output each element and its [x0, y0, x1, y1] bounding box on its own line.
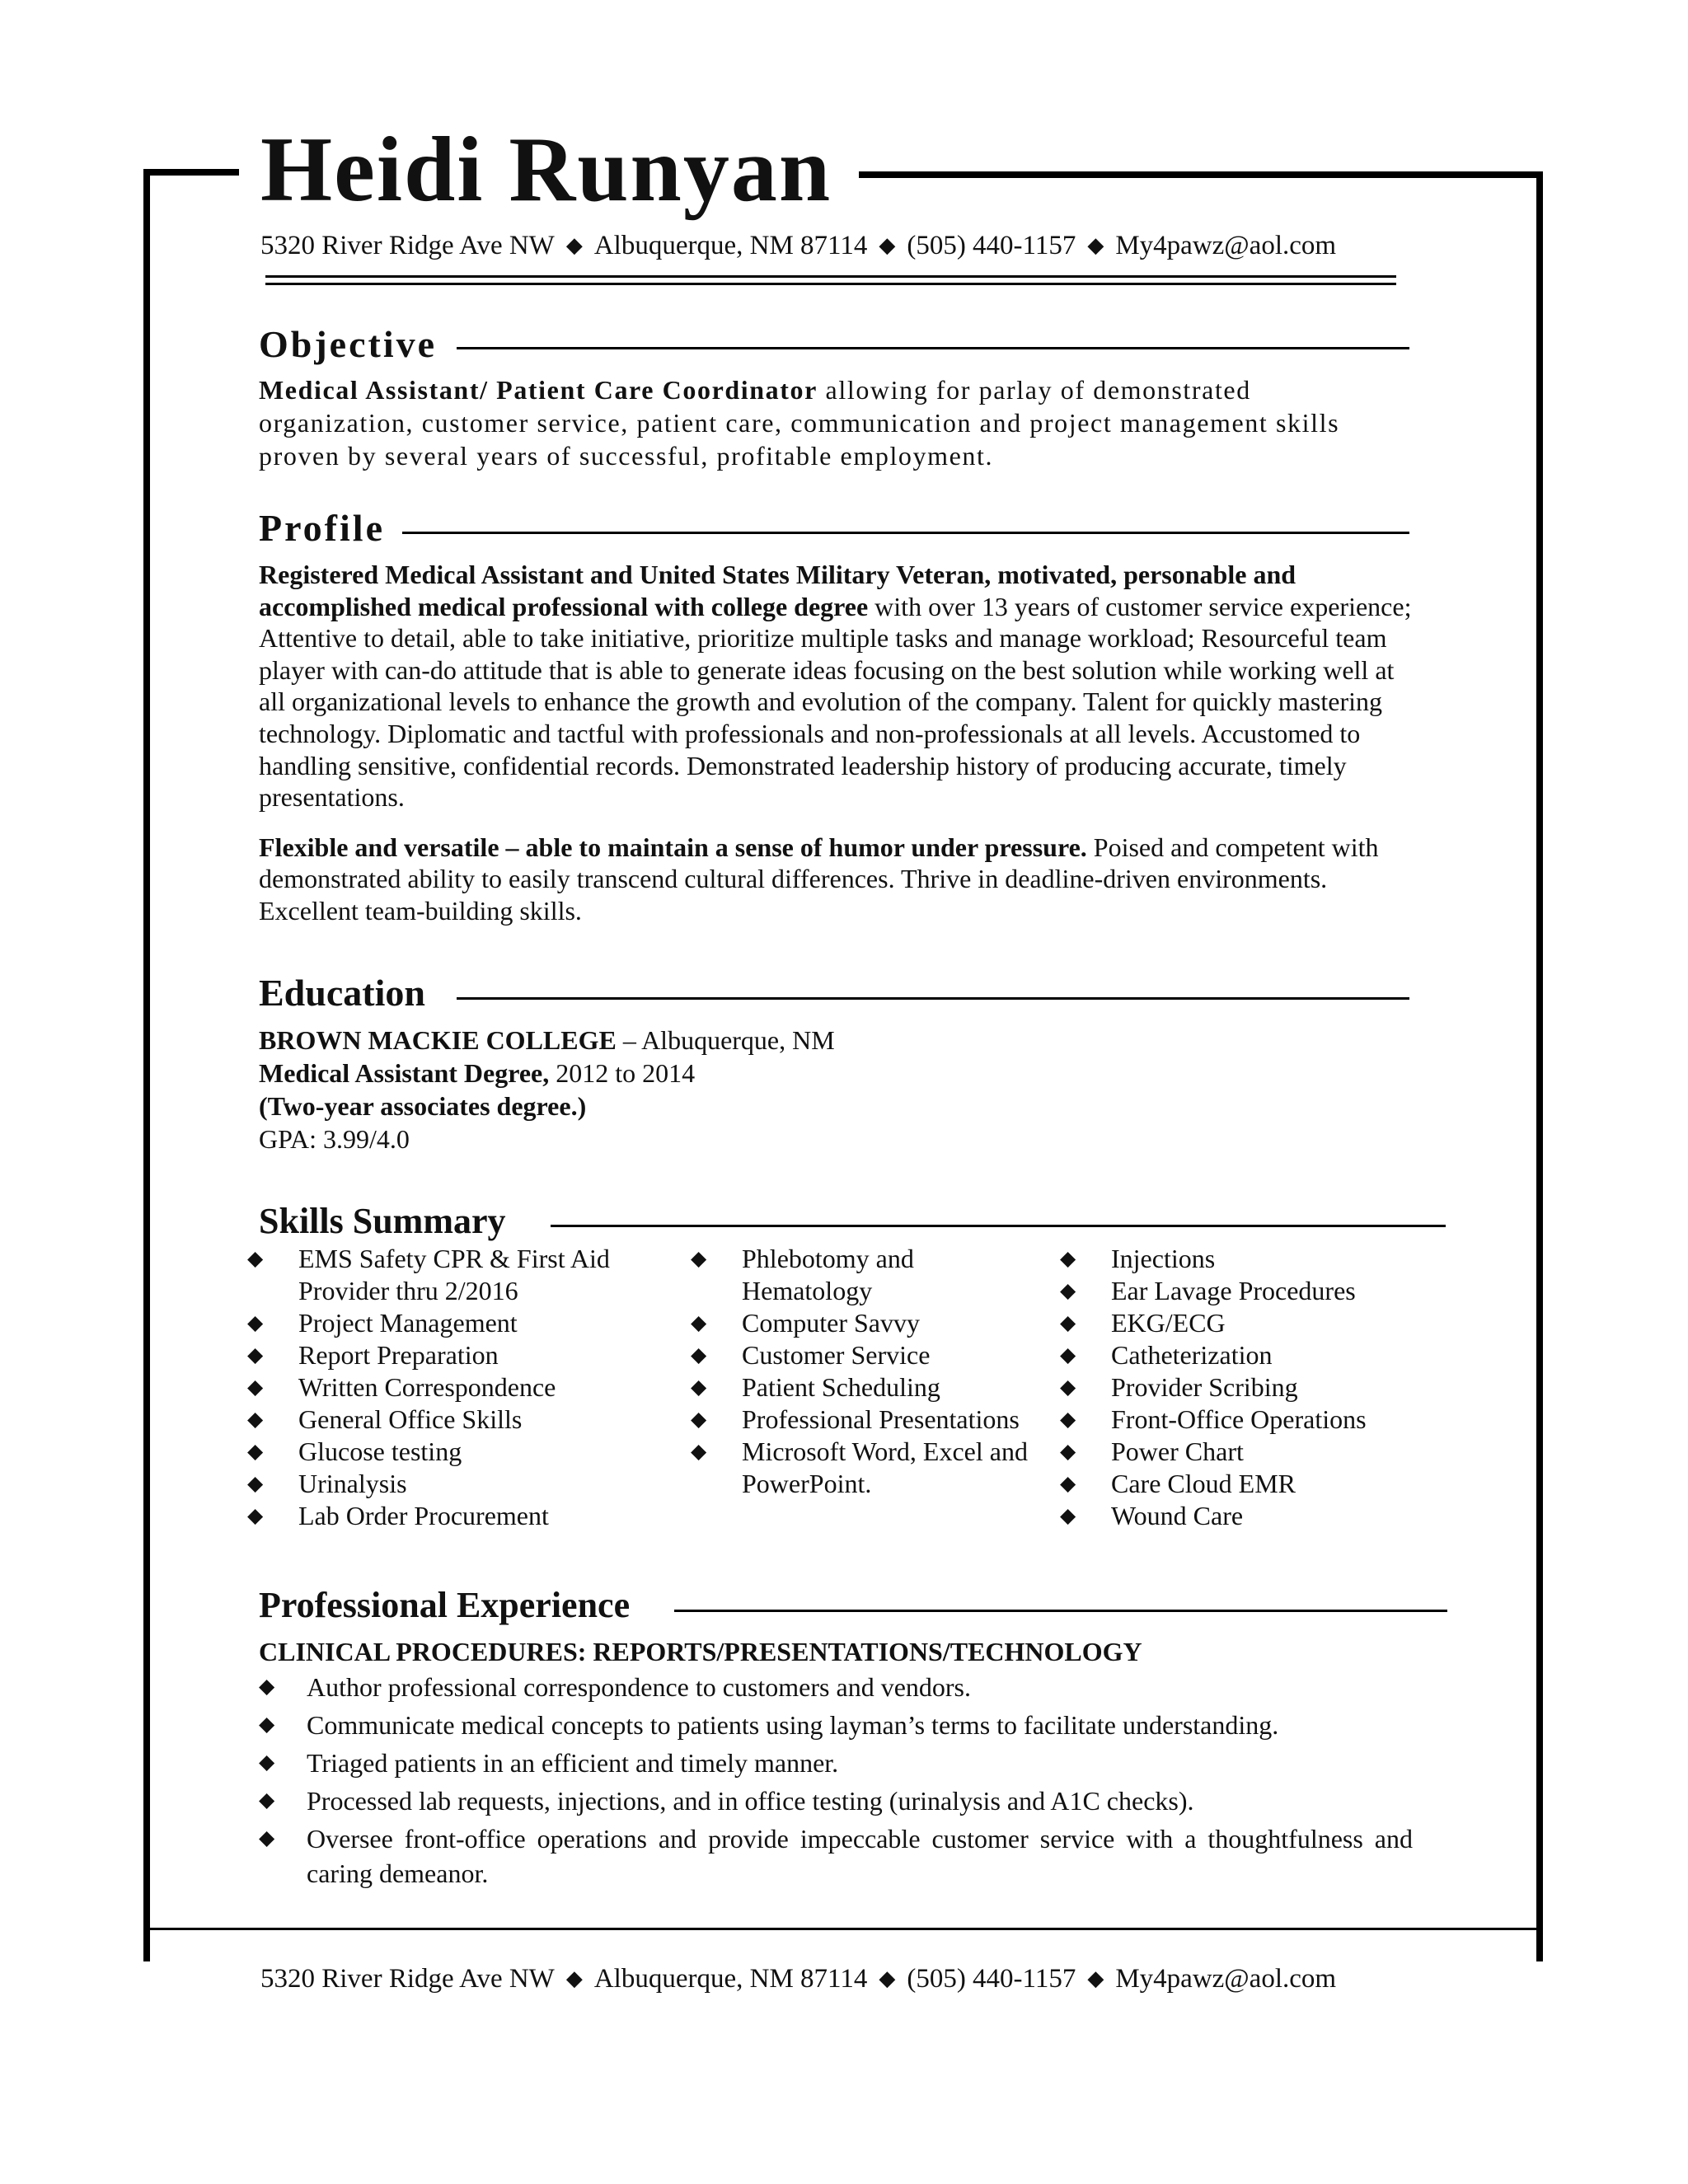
skill-item-text: Patient Scheduling: [742, 1372, 940, 1402]
diamond-bullet-icon: ◆: [247, 1248, 264, 1270]
skill-item-text: Injections: [1111, 1244, 1216, 1273]
header-double-rule-1: [265, 275, 1396, 278]
skills-column-1: [247, 1243, 610, 1532]
diamond-bullet-icon: ◆: [1060, 1505, 1076, 1527]
skill-item: [1060, 1307, 1431, 1339]
diamond-bullet-icon: ◆: [691, 1248, 707, 1270]
experience-item: [259, 1708, 1413, 1742]
experience-item: [259, 1783, 1413, 1818]
frame-right: [1536, 171, 1543, 1961]
skill-item-text: Customer Service: [742, 1340, 931, 1370]
profile-rule: [402, 532, 1409, 534]
skill-item: [247, 1500, 610, 1532]
contact-address: 5320 River Ridge Ave NW: [260, 231, 555, 260]
frame-top-left: [143, 169, 239, 176]
frame-left: [143, 169, 150, 1961]
experience-item-text: Oversee front-office operations and provide impeccable customer service with a thoughtfulness and caring demeanor.: [307, 1824, 1413, 1888]
diamond-bullet-icon: ◆: [247, 1505, 264, 1527]
skill-item: [247, 1468, 610, 1500]
education-note: (Two-year associates degree.): [259, 1091, 587, 1121]
diamond-bullet-icon: ◆: [1060, 1473, 1076, 1495]
objective-heading: Objective: [259, 323, 438, 365]
diamond-bullet-icon: ◆: [247, 1312, 264, 1334]
skill-item-text: Care Cloud EMR: [1111, 1469, 1296, 1498]
skill-item-text: EKG/ECG: [1111, 1308, 1226, 1338]
diamond-bullet-icon: ◆: [259, 1751, 275, 1774]
skill-item: [1060, 1500, 1431, 1532]
experience-subheading: CLINICAL PROCEDURES: REPORTS/PRESENTATIONS/TECHNOLOGY: [259, 1637, 1142, 1666]
contact-city: Albuquerque, NM 87114: [593, 231, 868, 260]
skill-item: [1060, 1404, 1431, 1436]
diamond-icon: ◆: [879, 233, 896, 257]
skill-item: [691, 1243, 1037, 1307]
skill-item-text: EMS Safety CPR & First Aid Provider thru 2/2016: [298, 1244, 610, 1305]
diamond-bullet-icon: ◆: [1060, 1408, 1076, 1431]
skills-column-2: [691, 1243, 1037, 1500]
skill-item-text: Catheterization: [1111, 1340, 1273, 1370]
frame-bottom: [143, 1928, 1543, 1930]
skill-item-text: Project Management: [298, 1308, 518, 1338]
experience-item-text: Processed lab requests, injections, and in office testing (urinalysis and A1C checks).: [307, 1786, 1194, 1816]
skill-item: [691, 1404, 1037, 1436]
diamond-bullet-icon: ◆: [691, 1408, 707, 1431]
diamond-bullet-icon: ◆: [1060, 1312, 1076, 1334]
diamond-bullet-icon: ◆: [1060, 1344, 1076, 1366]
skill-item: [691, 1436, 1037, 1500]
diamond-bullet-icon: ◆: [691, 1344, 707, 1366]
skill-item-text: Lab Order Procurement: [298, 1501, 549, 1530]
diamond-icon: ◆: [879, 1966, 896, 1990]
skill-item: [1060, 1468, 1431, 1500]
skill-item-text: Front-Office Operations: [1111, 1404, 1367, 1434]
objective-text: Medical Assistant/ Patient Care Coordinator allowing for parlay of demonstrated organization, customer service, patient care, communication and project management skills proven by several years of successful, profitable employment.: [259, 375, 1340, 471]
skill-item: [1060, 1339, 1431, 1371]
skill-item-text: Urinalysis: [298, 1469, 407, 1498]
skill-item: [1060, 1371, 1431, 1404]
contact-line-bottom: [260, 1966, 1336, 1993]
skill-item: [247, 1243, 610, 1307]
skill-item: [691, 1371, 1037, 1404]
skill-item: [1060, 1436, 1431, 1468]
experience-item: [259, 1670, 1413, 1704]
education-degree: Medical Assistant Degree,: [259, 1058, 550, 1088]
skill-item: [247, 1339, 610, 1371]
skill-item: [247, 1436, 610, 1468]
diamond-bullet-icon: ◆: [691, 1312, 707, 1334]
diamond-bullet-icon: ◆: [247, 1441, 264, 1463]
skill-item-text: Written Correspondence: [298, 1372, 556, 1402]
objective-title: Medical Assistant/ Patient Care Coordinator: [259, 375, 818, 405]
skill-item-text: Professional Presentations: [742, 1404, 1020, 1434]
objective-rule: [457, 347, 1409, 349]
experience-rule: [674, 1610, 1447, 1612]
education-text: BROWN MACKIE COLLEGE – Albuquerque, NM Medical Assistant Degree, 2012 to 2014 (Two-year associates degree.) GPA: 3.99/4.0: [259, 1024, 1413, 1155]
experience-item-text: Triaged patients in an efficient and timely manner.: [307, 1748, 839, 1778]
experience-item-text: Communicate medical concepts to patients using layman’s terms to facilitate understanding.: [307, 1710, 1279, 1740]
skill-item-text: Ear Lavage Procedures: [1111, 1276, 1356, 1305]
skill-item: [1060, 1243, 1431, 1275]
contact-email: My4pawz@aol.com: [1115, 1964, 1337, 1994]
diamond-icon: ◆: [1087, 1966, 1104, 1990]
contact-line-top: [260, 232, 1336, 260]
diamond-icon: ◆: [1087, 233, 1104, 257]
profile-heading: Profile: [259, 507, 385, 549]
skill-item: [691, 1339, 1037, 1371]
diamond-bullet-icon: ◆: [1060, 1248, 1076, 1270]
skill-item-text: Provider Scribing: [1111, 1372, 1298, 1402]
experience-item-text: Author professional correspondence to customers and vendors.: [307, 1672, 971, 1702]
contact-phone: (505) 440-1157: [907, 231, 1076, 260]
diamond-bullet-icon: ◆: [259, 1675, 275, 1698]
diamond-bullet-icon: ◆: [247, 1376, 264, 1399]
skill-item-text: Report Preparation: [298, 1340, 499, 1370]
frame-top-right: [859, 171, 1543, 178]
profile-text: [259, 559, 1413, 927]
skill-item: [691, 1307, 1037, 1339]
profile-paragraph-1: Registered Medical Assistant and United States Military Veteran, motivated, personable and accomplished medical professional with college degree with over 13 years of customer service experience; Attentive to detail, able to take initiative, prioritize multiple tasks and manage workload; Resourceful team player with can-do attitude that is able to generate ideas focusing on the best solution while working well at all organizational levels to enhance the growth and evolution of the company. Talent for quickly mastering technology. Diplomatic and tactful with professionals and non-professionals at all levels. Accustomed to handling sensitive, confidential records. Demonstrated leadership history of producing accurate, timely presentations.: [259, 560, 1412, 813]
skills-rule: [551, 1225, 1446, 1227]
diamond-bullet-icon: ◆: [259, 1713, 275, 1736]
skill-item: [247, 1404, 610, 1436]
contact-city: Albuquerque, NM 87114: [593, 1964, 868, 1994]
education-rule: [457, 997, 1409, 1000]
diamond-icon: ◆: [565, 233, 583, 257]
skill-item: [247, 1307, 610, 1339]
experience-heading: Professional Experience: [259, 1585, 631, 1625]
contact-address: 5320 River Ridge Ave NW: [260, 1964, 555, 1994]
education-heading: Education: [259, 972, 425, 1014]
education-gpa: GPA: 3.99/4.0: [259, 1124, 410, 1154]
diamond-bullet-icon: ◆: [259, 1827, 275, 1849]
education-school: BROWN MACKIE COLLEGE: [259, 1025, 617, 1055]
experience-item: [259, 1821, 1413, 1891]
diamond-icon: ◆: [565, 1966, 583, 1990]
candidate-name: Heidi Runyan: [260, 119, 832, 221]
skill-item-text: Wound Care: [1111, 1501, 1244, 1530]
skill-item-text: Power Chart: [1111, 1436, 1244, 1466]
skills-heading: Skills Summary: [259, 1201, 506, 1241]
skill-item-text: Phlebotomy and Hematology: [742, 1244, 914, 1305]
diamond-bullet-icon: ◆: [247, 1408, 264, 1431]
contact-phone: (505) 440-1157: [907, 1964, 1076, 1994]
skill-item-text: Computer Savvy: [742, 1308, 920, 1338]
header-double-rule-2: [265, 283, 1396, 285]
skill-item: [1060, 1275, 1431, 1307]
skill-item-text: Glucose testing: [298, 1436, 462, 1466]
diamond-bullet-icon: ◆: [1060, 1441, 1076, 1463]
contact-email: My4pawz@aol.com: [1115, 231, 1337, 260]
diamond-bullet-icon: ◆: [247, 1473, 264, 1495]
skill-item-text: Microsoft Word, Excel and PowerPoint.: [742, 1436, 1028, 1498]
profile-paragraph-2: Flexible and versatile – able to maintain a sense of humor under pressure. Poised and competent with demonstrated ability to easily transcend cultural differences. Thrive in deadline-driven environments. Excellent team-building skills.: [259, 832, 1379, 926]
diamond-bullet-icon: ◆: [691, 1376, 707, 1399]
skill-item: [247, 1371, 610, 1404]
diamond-bullet-icon: ◆: [691, 1441, 707, 1463]
skills-column-3: [1060, 1243, 1431, 1532]
experience-list: [259, 1670, 1413, 1894]
experience-item: [259, 1746, 1413, 1780]
diamond-bullet-icon: ◆: [259, 1789, 275, 1811]
diamond-bullet-icon: ◆: [1060, 1376, 1076, 1399]
diamond-bullet-icon: ◆: [1060, 1280, 1076, 1302]
skill-item-text: General Office Skills: [298, 1404, 523, 1434]
diamond-bullet-icon: ◆: [247, 1344, 264, 1366]
